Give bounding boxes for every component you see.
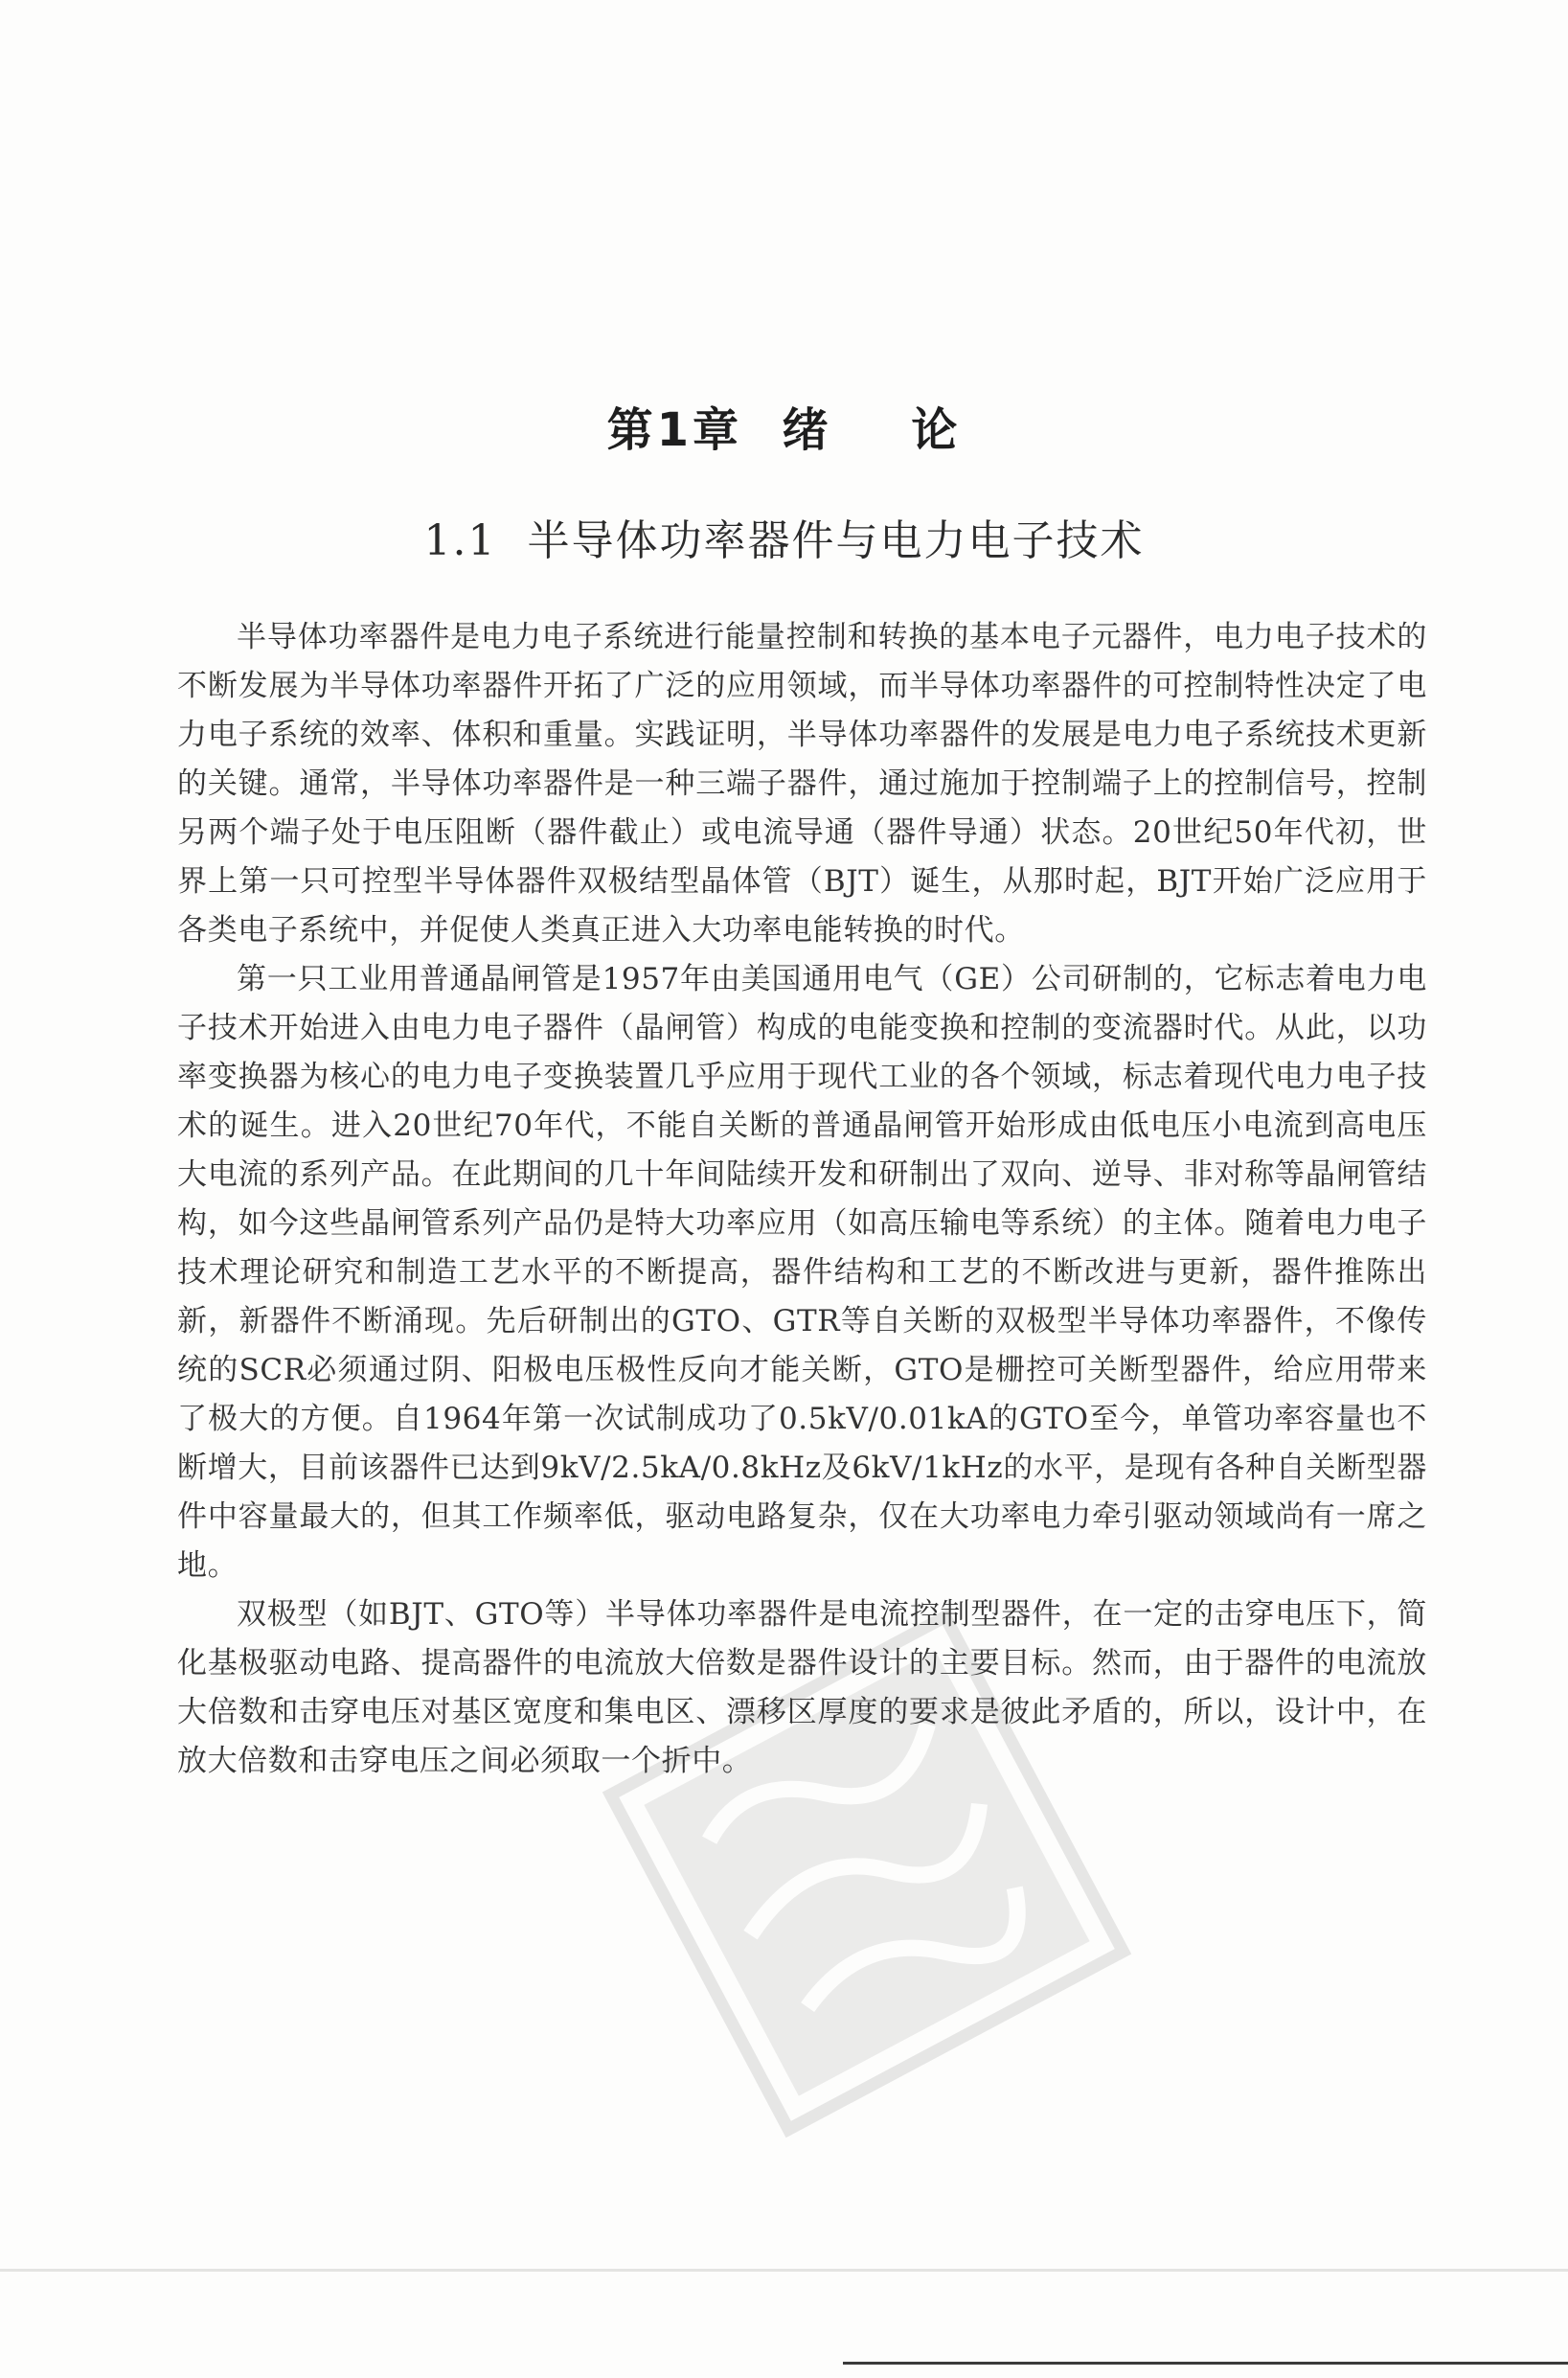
paragraph-2: 第一只工业用普通晶闸管是1957年由美国通用电气（GE）公司研制的，它标志着电力电子技术开始进入由电力电子器件（晶闸管）构成的电能变换和控制的变流器时代。从此，以功率变换器为核心的电力电子变换装置几乎应用于现代工业的各个领域，标志着现代电力电子技术的诞生。进入20世纪70年代，不能自关断的普通晶闸管开始形成由低电压小电流到高电压大电流的系列产品。在此期间的几十年间陆续开发和研制出了双向、逆导、非对称等晶闸管结构，如今这些晶闸管系列产品仍是特大功率应用（如高压输电等系统）的主体。随着电力电子技术理论研究和制造工艺水平的不断提高，器件结构和工艺的不断改进与更新，器件推陈出新，新器件不断涌现。先后研制出的GTO、GTR等自关断的双极型半导体功率器件，不像传统的SCR必须通过阴、阳极电压极性反向才能关断，GTO是栅控可关断型器件，给应用带来了极大的方便。自1964年第一次试制成功了0.5kV/0.01kA的GTO至今，单管功率容量也不断增大，目前该器件已达到9kV/2.5kA/0.8kHz及6kV/1kHz的水平，是现有各种自关断型器件中容量最大的，但其工作频率低，驱动电路复杂，仅在大功率电力牵引驱动领域尚有一席之地。 <box>177 962 1427 1583</box>
section-title: 1.1 半导体功率器件与电力电子技术 <box>423 516 1145 565</box>
paragraph-3: 双极型（如BJT、GTO等）半导体功率器件是电流控制型器件，在一定的击穿电压下，简化基极驱动电路、提高器件的电流放大倍数是器件设计的主要目标。然而，由于器件的电流放大倍数和击穿电压对基区宽度和集电区、漂移区厚度的要求是彼此矛盾的，所以，设计中，在放大倍数和击穿电压之间必须取一个折中。 <box>177 1597 1427 1778</box>
scan-edge-line <box>843 2362 1568 2365</box>
body-text <box>177 613 1427 1786</box>
scan-divider <box>0 2269 1568 2272</box>
paragraph-1: 半导体功率器件是电力电子系统进行能量控制和转换的基本电子元器件，电力电子技术的不断发展为半导体功率器件开拓了广泛的应用领域，而半导体功率器件的可控制特性决定了电力电子系统的效率、体积和重量。实践证明，半导体功率器件的发展是电力电子系统技术更新的关键。通常，半导体功率器件是一种三端子器件，通过施加于控制端子上的控制信号，控制另两个端子处于电压阻断（器件截止）或电流导通（器件导通）状态。20世纪50年代初，世界上第一只可控型半导体器件双极结型晶体管（BJT）诞生，从那时起，BJT开始广泛应用于各类电子系统中，并促使人类真正进入大功率电能转换的时代。 <box>177 620 1427 948</box>
chapter-title: 第1章 绪 论 <box>606 403 962 457</box>
